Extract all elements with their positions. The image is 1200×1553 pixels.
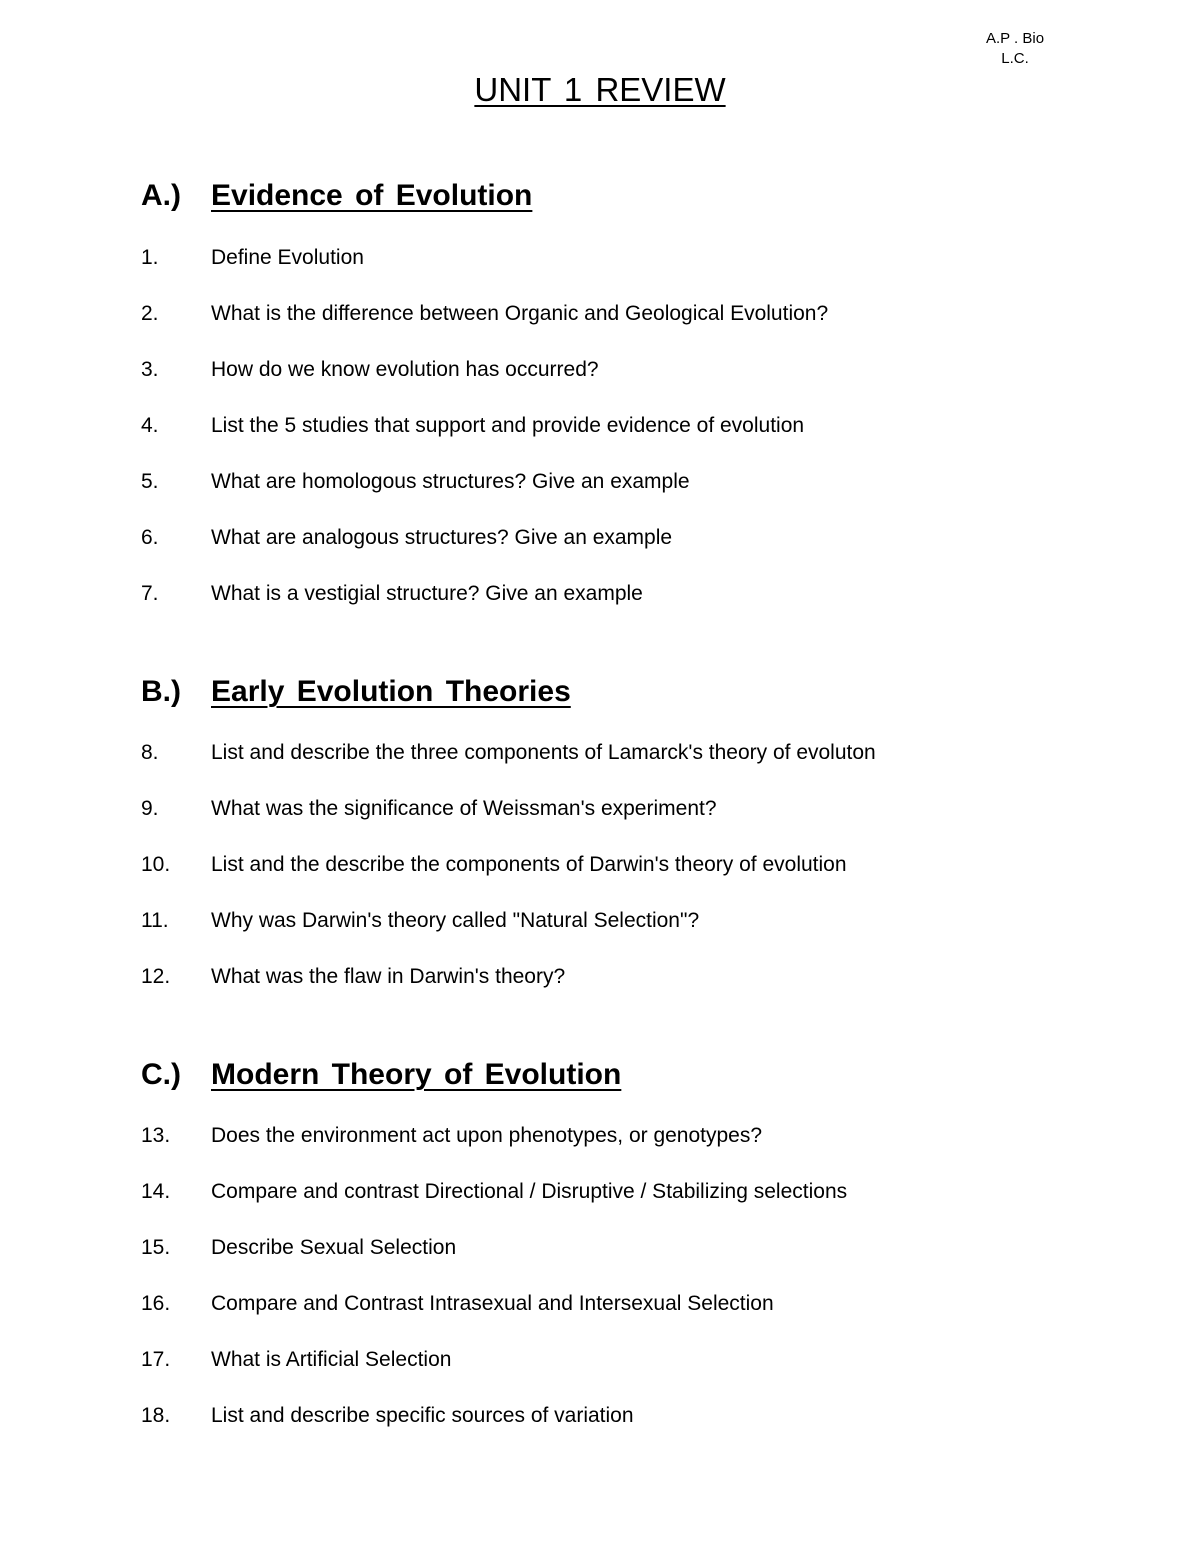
question-number: 11. bbox=[141, 909, 169, 932]
question-item bbox=[141, 411, 1141, 467]
question-number: 17. bbox=[141, 1348, 171, 1371]
question-number: 16. bbox=[141, 1292, 171, 1315]
question-item bbox=[141, 794, 1141, 850]
section-title: Evidence of Evolution bbox=[211, 179, 533, 212]
question-number: 14. bbox=[141, 1180, 171, 1203]
question-number: 18. bbox=[141, 1404, 171, 1427]
question-text: Compare and Contrast Intrasexual and Intersexual Selection bbox=[211, 1292, 774, 1315]
question-list bbox=[141, 243, 1141, 635]
question-text: Describe Sexual Selection bbox=[211, 1236, 457, 1259]
question-item bbox=[141, 1177, 1141, 1233]
section-modern-theory-of-evolution bbox=[141, 1055, 1141, 1457]
question-number: 12. bbox=[141, 965, 171, 988]
question-item bbox=[141, 1233, 1141, 1289]
page-title-text: UNIT 1 REVIEW bbox=[474, 71, 726, 108]
question-number: 3. bbox=[141, 358, 159, 381]
author-initials: L.C. bbox=[1001, 50, 1029, 67]
section-title: Early Evolution Theories bbox=[211, 675, 571, 708]
question-item bbox=[141, 906, 1141, 962]
question-item bbox=[141, 1345, 1141, 1401]
question-text: How do we know evolution has occurred? bbox=[211, 358, 599, 381]
question-number: 15. bbox=[141, 1236, 171, 1259]
question-item bbox=[141, 1289, 1141, 1345]
question-item bbox=[141, 355, 1141, 411]
question-text: List and describe specific sources of variation bbox=[211, 1404, 634, 1427]
section-letter: A.) bbox=[141, 179, 181, 212]
question-item bbox=[141, 243, 1141, 299]
question-text: Does the environment act upon phenotypes, or genotypes? bbox=[211, 1124, 763, 1147]
question-item bbox=[141, 523, 1141, 579]
question-item bbox=[141, 467, 1141, 523]
question-item bbox=[141, 579, 1141, 635]
section-evidence-of-evolution bbox=[141, 176, 1141, 635]
question-text: What is Artificial Selection bbox=[211, 1348, 452, 1371]
question-number: 2. bbox=[141, 302, 159, 325]
question-number: 5. bbox=[141, 470, 159, 493]
section-heading bbox=[141, 176, 1141, 216]
section-letter: B.) bbox=[141, 675, 181, 708]
question-text: List the 5 studies that support and provide evidence of evolution bbox=[211, 414, 805, 437]
question-item bbox=[141, 1401, 1141, 1457]
question-text: List and the describe the components of Darwin's theory of evolution bbox=[211, 853, 847, 876]
question-text: Why was Darwin's theory called "Natural Selection"? bbox=[211, 909, 700, 932]
question-number: 1. bbox=[141, 246, 159, 269]
page-title bbox=[0, 70, 1200, 110]
question-text: Define Evolution bbox=[211, 246, 364, 269]
question-text: Compare and contrast Directional / Disruptive / Stabilizing selections bbox=[211, 1180, 848, 1203]
question-item bbox=[141, 738, 1141, 794]
question-number: 9. bbox=[141, 797, 159, 820]
section-title: Modern Theory of Evolution bbox=[211, 1058, 622, 1091]
question-text: What are analogous structures? Give an example bbox=[211, 526, 673, 549]
section-letter: C.) bbox=[141, 1058, 181, 1091]
question-number: 13. bbox=[141, 1124, 171, 1147]
question-text: What was the flaw in Darwin's theory? bbox=[211, 965, 566, 988]
question-text: List and describe the three components of Lamarck's theory of evoluton bbox=[211, 741, 876, 764]
question-text: What was the significance of Weissman's experiment? bbox=[211, 797, 717, 820]
question-text: What is a vestigial structure? Give an example bbox=[211, 582, 643, 605]
course-label bbox=[960, 29, 1070, 69]
section-early-evolution-theories bbox=[141, 672, 1141, 1018]
question-list bbox=[141, 1121, 1141, 1457]
question-number: 4. bbox=[141, 414, 159, 437]
question-number: 8. bbox=[141, 741, 159, 764]
question-text: What are homologous structures? Give an example bbox=[211, 470, 690, 493]
course-name: A.P . Bio bbox=[985, 30, 1045, 47]
section-heading bbox=[141, 1055, 1141, 1095]
question-item bbox=[141, 962, 1141, 1018]
question-number: 6. bbox=[141, 526, 159, 549]
question-text: What is the difference between Organic and Geological Evolution? bbox=[211, 302, 829, 325]
section-heading bbox=[141, 672, 1141, 712]
question-number: 7. bbox=[141, 582, 159, 605]
question-number: 10. bbox=[141, 853, 171, 876]
question-list bbox=[141, 738, 1141, 1018]
question-item bbox=[141, 299, 1141, 355]
question-item bbox=[141, 850, 1141, 906]
question-item bbox=[141, 1121, 1141, 1177]
